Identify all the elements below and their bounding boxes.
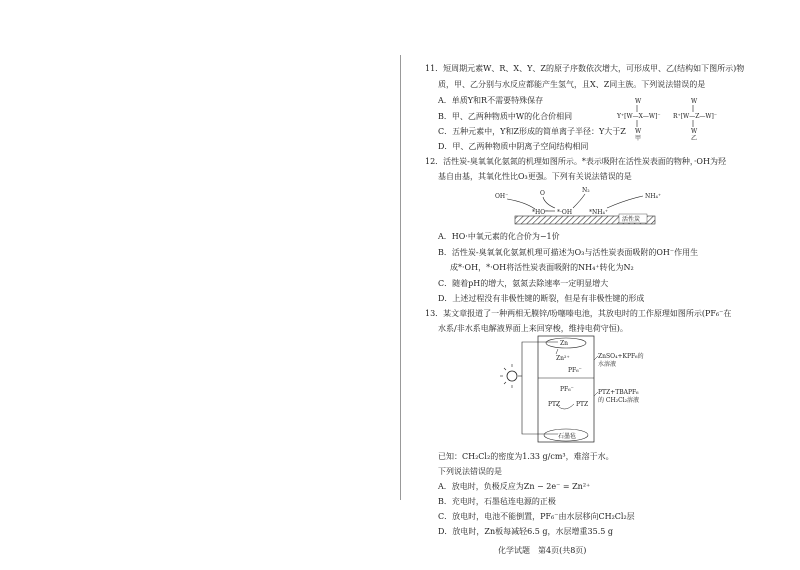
oh-minus-label: OH⁻ <box>495 193 509 200</box>
zn2-label: Zn²⁺ <box>556 355 570 362</box>
star-nh4-label: *NH₄⁺ <box>589 209 609 216</box>
graphite-label: 石墨毡 <box>558 433 577 440</box>
q13-option-d: D．放电时，Zn板每减轻6.5 g，水层增重35.5 g <box>438 527 613 536</box>
q12-stem-line1: 12．活性炭-臭氧氧化氨氮的机理如图所示。*表示吸附在活性炭表面的物种，·OH为羟 <box>425 157 726 166</box>
q12-option-d: D．上述过程没有非极性键的断裂，但是有非极性键的形成 <box>438 294 645 303</box>
star-oh-label: *·OH <box>557 209 573 216</box>
q11-option-a: A．单质Y和R不需要特殊保存 <box>438 96 544 105</box>
zn-label: Zn <box>560 340 569 347</box>
q12-option-c: C．随着pH的增大，氨氮去除速率一定明显增大 <box>438 279 609 288</box>
o3-label: O <box>540 190 545 197</box>
q12-stem-line2: 基自由基，其氧化性比O₃更强。下列有关说法错误的是 <box>438 172 632 181</box>
q12-option-b-line1: B．活性炭-臭氧氧化氨氮机理可描述为O₃与活性炭表面吸附的OH⁻作用生 <box>438 248 699 257</box>
q11-stem-line1: 11．短周期元素W、R、X、Y、Z的原子序数依次增大，可形成甲、乙(结构如下图所示)物 <box>425 64 745 73</box>
q12-option-a: A．HO·中氧元素的化合价为−1价 <box>438 232 560 241</box>
jia-formula: Y⁺[W—X—W]⁻ <box>617 113 661 120</box>
jia-w-bottom: W <box>635 128 642 135</box>
carbon-label: 活性炭 <box>622 216 641 223</box>
q13-option-c: C．放电时，电池不能倒置，PF₆⁻由水层移向CH₂Cl₂层 <box>438 512 635 521</box>
q13-prompt: 下列说法错误的是 <box>438 467 502 476</box>
q11-option-d: D．甲、乙两种物质中阴离子空间结构相同 <box>438 142 589 151</box>
star-ho-label: *HO⁻ <box>532 209 549 216</box>
yi-w-bottom: W <box>691 128 698 135</box>
yi-label: 乙 <box>691 135 698 142</box>
q11-stem-line2: 质，甲、乙分别与水反应都能产生氢气，且X、Z同主族。下列说法错误的是 <box>438 80 706 89</box>
q12-option-b-line2: 成*·OH，*·OH将活性炭表面吸附的NH₄⁺转化为N₂ <box>450 263 634 272</box>
q13-stem-line2: 水系/非水系电解液界面上来回穿梭，维持电荷守恒)。 <box>438 324 628 333</box>
jia-w-top: W <box>635 98 642 105</box>
lamp-icon <box>507 371 517 381</box>
nh4-label: NH₄⁺ <box>645 193 662 200</box>
q13-option-b: B．充电时，石墨毡连电源的正极 <box>438 497 556 506</box>
pf6-upper-label: PF₆⁻ <box>568 367 582 374</box>
q13-stem-line1: 13．某文章报道了一种两相无膜锌/吩噻嗪电池，其放电时的工作原理如图所示(PF₆⁻在 <box>425 309 732 318</box>
pf6-lower-label: PF₆⁻ <box>560 386 574 393</box>
organic-desc-line1: PTZ+TBAPF₆ <box>598 389 639 396</box>
ptz-plus-label: PTZ <box>548 401 561 408</box>
jia-label: 甲 <box>635 135 642 142</box>
aqueous-desc-line1: ZnSO₄+KPF₆的 <box>598 353 644 360</box>
q13-battery-figure <box>498 334 688 446</box>
q11-option-c: C．五种元素中，Y和Z形成的简单离子半径：Y大于Z <box>438 127 626 136</box>
n2-label: N₂ <box>582 187 590 194</box>
q12-mechanism-figure <box>485 186 675 230</box>
q13-note: 已知：CH₂Cl₂的密度为1.33 g/cm³，难溶于水。 <box>438 452 614 461</box>
aqueous-desc-line2: 水溶液 <box>598 361 617 368</box>
ptz-label: PTZ <box>576 401 589 408</box>
q13-option-a: A．放电时，负极反应为Zn − 2e⁻ = Zn²⁺ <box>438 482 591 491</box>
organic-desc-line2: 的 CH₂Cl₂溶液 <box>598 397 640 404</box>
yi-formula: R⁺[W—Z—W]⁻ <box>673 113 718 120</box>
page-footer: 化学试题 第4页(共8页) <box>498 546 587 555</box>
binding-line <box>400 55 401 500</box>
q11-option-b: B．甲、乙两种物质中W的化合价相同 <box>438 112 573 121</box>
yi-w-top: W <box>691 98 698 105</box>
q11-structure-figure <box>615 92 725 142</box>
